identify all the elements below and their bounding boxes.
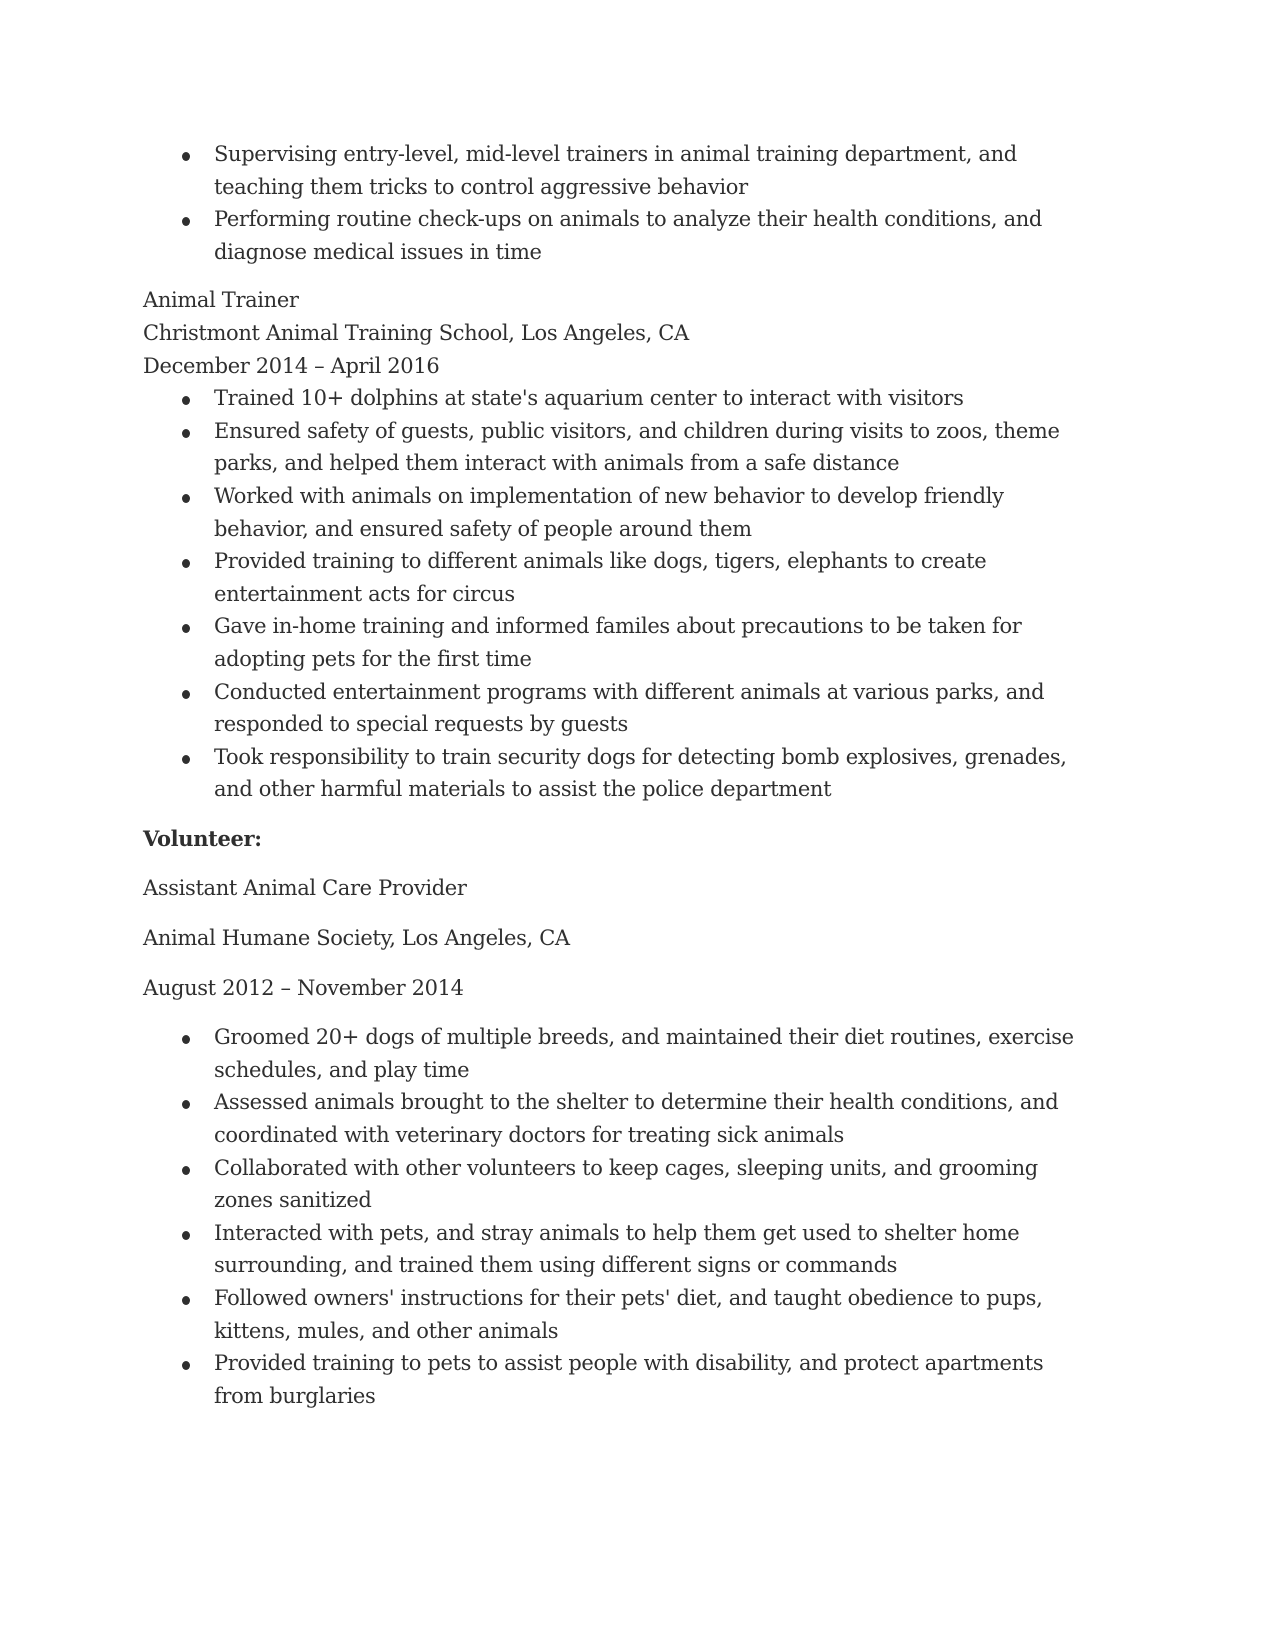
bullet-item: Gave in-home training and informed familes about precautions to be taken for adopting pets for the first time — [143, 610, 1083, 675]
previous-job-bullets — [143, 138, 1073, 268]
bullet-item: Interacted with pets, and stray animals to help them get used to shelter home surrounding, and trained them using different signs or commands — [143, 1217, 1083, 1282]
bullet-item: Took responsibility to train security dogs for detecting bomb explosives, grenades, and other harmful materials to assist the police department — [143, 741, 1083, 806]
bullet-item: Ensured safety of guests, public visitors, and children during visits to zoos, theme parks, and helped them interact with animals from a safe distance — [143, 415, 1083, 480]
bullet-icon — [182, 755, 190, 764]
bullet-item: Supervising entry-level, mid-level trainers in animal training department, and teaching them tricks to control aggressive behavior — [143, 138, 1073, 203]
bullet-icon — [182, 1231, 190, 1240]
bullet-icon — [182, 1166, 190, 1175]
job-dates: December 2014 – April 2016 — [143, 353, 440, 378]
job-company: Christmont Animal Training School, Los Angeles, CA — [143, 320, 689, 345]
job-title: Animal Trainer — [143, 288, 299, 313]
bullet-icon — [182, 1361, 190, 1370]
volunteer-bullets — [143, 1021, 1083, 1412]
volunteer-title: Assistant Animal Care Provider — [143, 876, 467, 901]
bullet-icon — [182, 1100, 190, 1109]
bullet-item: Groomed 20+ dogs of multiple breeds, and maintained their diet routines, exercise schedules, and play time — [143, 1021, 1083, 1086]
bullet-item: Assessed animals brought to the shelter to determine their health conditions, and coordinated with veterinary doctors for treating sick animals — [143, 1086, 1083, 1151]
bullet-icon — [182, 690, 190, 699]
resume-page — [143, 138, 1083, 1412]
bullet-item: Provided training to different animals like dogs, tigers, elephants to create entertainment acts for circus — [143, 545, 1083, 610]
job-bullets — [143, 382, 1083, 806]
bullet-icon — [182, 217, 190, 226]
bullet-icon — [182, 1035, 190, 1044]
bullet-item: Performing routine check-ups on animals to analyze their health conditions, and diagnose medical issues in time — [143, 203, 1073, 268]
bullet-item: Provided training to pets to assist people with disability, and protect apartments from burglaries — [143, 1347, 1083, 1412]
bullet-item: Worked with animals on implementation of new behavior to develop friendly behavior, and ensured safety of people around them — [143, 480, 1083, 545]
volunteer-dates: August 2012 – November 2014 — [143, 975, 464, 1000]
bullet-icon — [182, 559, 190, 568]
volunteer-heading: Volunteer: — [143, 825, 262, 851]
bullet-item: Trained 10+ dolphins at state's aquarium center to interact with visitors — [143, 382, 1083, 415]
bullet-item: Followed owners' instructions for their pets' diet, and taught obedience to pups, kittens, mules, and other animals — [143, 1282, 1083, 1347]
bullet-item: Conducted entertainment programs with different animals at various parks, and responded to special requests by guests — [143, 676, 1083, 741]
bullet-item: Collaborated with other volunteers to keep cages, sleeping units, and grooming zones sanitized — [143, 1152, 1083, 1217]
volunteer-organization: Animal Humane Society, Los Angeles, CA — [143, 926, 570, 951]
bullet-icon — [182, 494, 190, 503]
bullet-icon — [182, 429, 190, 438]
bullet-icon — [182, 152, 190, 161]
bullet-icon — [182, 624, 190, 633]
bullet-icon — [182, 1296, 190, 1305]
bullet-icon — [182, 396, 190, 405]
